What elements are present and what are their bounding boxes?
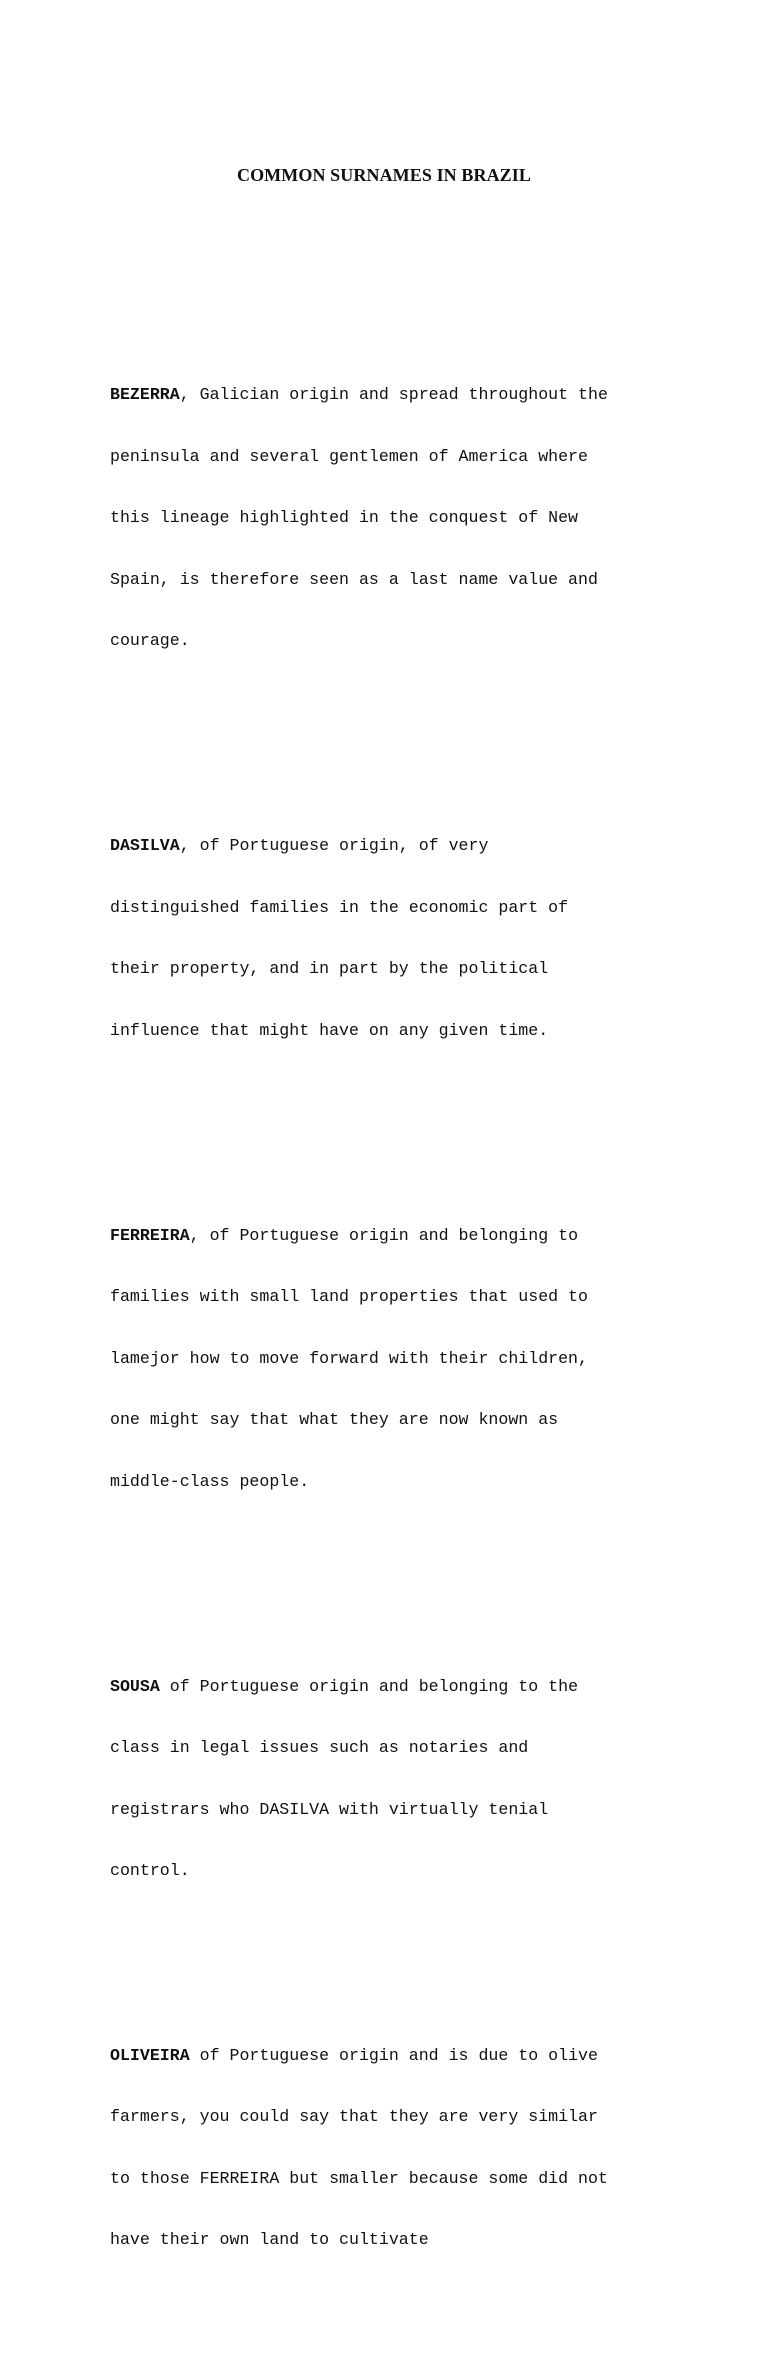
- entry-line: farmers, you could say that they are very similar: [110, 2107, 598, 2126]
- entry-line: [110, 836, 670, 857]
- entry-text: of Portuguese origin and is due to olive: [189, 2045, 598, 2065]
- entry-line: courage.: [110, 631, 190, 650]
- surname-entry-dasilva: [110, 795, 670, 1082]
- entry-text: , Galician origin and spread throughout the: [179, 385, 608, 404]
- entry-line: lamejor how to move forward with their children,: [110, 1348, 588, 1368]
- surname-oliveira: OLIVEIRA: [110, 2045, 190, 2065]
- entry-text: of Portuguese origin and belonging to the: [159, 1676, 579, 1696]
- entry-line: [110, 385, 670, 406]
- entry-text: , of Portuguese origin and belonging to: [189, 1225, 579, 1245]
- surname-entry-oliveira: [110, 2005, 670, 2292]
- entry-line: [110, 2046, 670, 2067]
- surname-ferreira: FERREIRA: [110, 1225, 190, 1245]
- surname-sousa: SOUSA: [110, 1676, 160, 1696]
- entry-line: control.: [110, 1861, 190, 1880]
- surname-entry-sousa: [110, 1636, 670, 1923]
- entry-line: [110, 1677, 670, 1698]
- surname-bezerra: BEZERRA: [110, 385, 180, 404]
- entry-line: have their own land to cultivate: [110, 2230, 429, 2249]
- entry-line: [110, 1226, 670, 1247]
- surname-entry-bezerra: [110, 344, 670, 693]
- entry-line: their property, and in part by the political: [110, 959, 549, 978]
- entry-text: , of Portuguese origin, of very: [179, 836, 489, 855]
- entry-line: middle-class people.: [110, 1471, 310, 1491]
- entry-line: class in legal issues such as notaries and: [110, 1738, 529, 1757]
- document-title: COMMON SURNAMES IN BRAZIL: [236, 165, 531, 185]
- entry-line: peninsula and several gentlemen of America where: [110, 446, 588, 466]
- surname-dasilva: DASILVA: [110, 836, 180, 855]
- entry-line: to those FERREIRA but smaller because some did not: [110, 2168, 608, 2188]
- document-body: [110, 262, 670, 2353]
- entry-line: one might say that what they are now known as: [110, 1410, 559, 1429]
- surname-entry-ferreira: [110, 1185, 670, 1534]
- entry-line: distinguished families in the economic part of: [110, 897, 569, 917]
- entry-line: registrars who DASILVA with virtually tenial: [110, 1799, 549, 1819]
- entry-line: this lineage highlighted in the conquest of New: [110, 508, 579, 527]
- entry-line: Spain, is therefore seen as a last name value and: [110, 569, 598, 589]
- entry-line: families with small land properties that used to: [110, 1287, 588, 1306]
- entry-line: influence that might have on any given time.: [110, 1020, 549, 1040]
